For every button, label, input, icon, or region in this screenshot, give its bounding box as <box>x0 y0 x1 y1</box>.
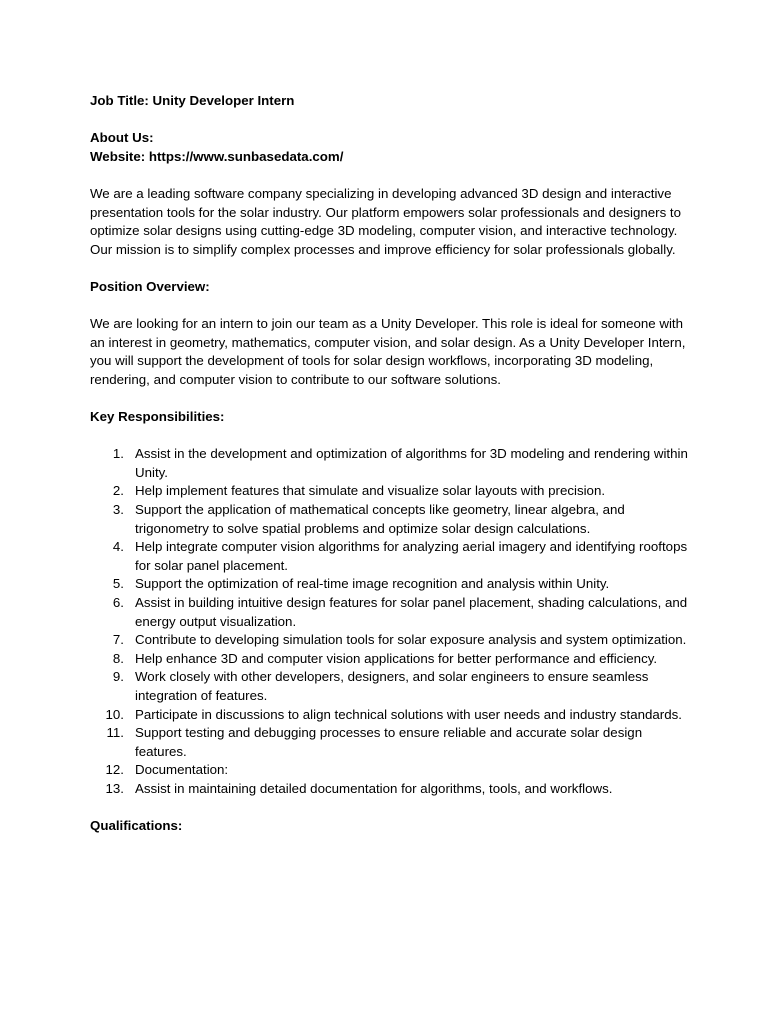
spacer <box>90 297 690 316</box>
list-item-text: Support testing and debugging processes to ensure reliable and accurate solar design features. <box>135 725 643 759</box>
list-item-number: 12. <box>105 762 124 778</box>
list-item <box>90 706 690 725</box>
list-item <box>90 575 690 594</box>
list-item-text: Work closely with other developers, designers, and solar engineers to ensure seamless integration of features. <box>135 669 649 703</box>
list-item-number: 3. <box>112 502 124 518</box>
list-item-text: Help integrate computer vision algorithms for analyzing aerial imagery and identifying rooftops for solar panel placement. <box>135 539 688 573</box>
spacer <box>90 390 690 409</box>
list-item-text: Assist in maintaining detailed documentation for algorithms, tools, and workflows. <box>135 780 613 796</box>
list-item <box>90 445 690 482</box>
website-line: Website: https://www.sunbasedata.com/ <box>90 148 344 164</box>
list-item-text: Contribute to developing simulation tools for solar exposure analysis and system optimization. <box>135 632 687 648</box>
list-item-text: Support the application of mathematical concepts like geometry, linear algebra, and trigonometry to solve spatial problems and optimize solar design calculations. <box>135 502 625 536</box>
list-item-number: 7. <box>112 632 124 648</box>
list-item <box>90 594 690 631</box>
qualifications-heading: Qualifications: <box>90 818 183 834</box>
about-heading: About Us: <box>90 130 154 146</box>
spacer <box>90 799 690 818</box>
list-item-text: Support the optimization of real-time image recognition and analysis within Unity. <box>135 576 610 592</box>
list-item <box>90 501 690 538</box>
list-item-text: Assist in the development and optimization of algorithms for 3D modeling and rendering within Unity. <box>135 446 688 480</box>
list-item-text: Assist in building intuitive design features for solar panel placement, shading calculations, and energy output visualization. <box>135 595 688 629</box>
about-paragraph: We are a leading software company specializing in developing advanced 3D design and interactive presentation tools for the solar industry. Our platform empowers solar professionals and designers to optimize solar designs using cutting-edge 3D modeling, computer vision, and interactive technology. Our mission is to simplify complex processes and improve efficiency for solar professionals globally. <box>90 185 682 257</box>
list-item-text: Participate in discussions to align technical solutions with user needs and industry standards. <box>135 706 682 722</box>
list-item <box>90 482 690 501</box>
list-item <box>90 761 690 780</box>
spacer <box>90 111 690 130</box>
spacer <box>90 427 690 446</box>
list-item <box>90 631 690 650</box>
list-item <box>90 650 690 669</box>
overview-paragraph: We are looking for an intern to join our team as a Unity Developer. This role is ideal for someone with an interest in geometry, mathematics, computer vision, and solar design. As a Unity Developer Intern, you will support the development of tools for solar design workflows, incorporating 3D modeling, rendering, and computer vision to contribute to our software solutions. <box>90 316 686 387</box>
list-item-number: 4. <box>112 539 124 555</box>
list-item <box>90 780 690 799</box>
spacer <box>90 166 690 185</box>
list-item-number: 6. <box>112 595 124 611</box>
list-item-text: Help implement features that simulate and visualize solar layouts with precision. <box>135 483 606 499</box>
spacer <box>90 259 690 278</box>
list-item <box>90 668 690 705</box>
list-item-text: Documentation: <box>135 762 229 778</box>
list-item-number: 1. <box>112 446 124 462</box>
overview-heading: Position Overview: <box>90 278 210 294</box>
list-item-number: 5. <box>112 576 124 592</box>
responsibilities-list <box>90 445 690 798</box>
list-item-number: 13. <box>105 780 124 796</box>
responsibilities-heading: Key Responsibilities: <box>90 409 225 425</box>
job-title: Job Title: Unity Developer Intern <box>90 93 295 108</box>
list-item-number: 9. <box>112 669 124 685</box>
list-item <box>90 538 690 575</box>
list-item-number: 8. <box>112 650 124 666</box>
list-item-number: 2. <box>112 483 124 499</box>
list-item-number: 10. <box>105 706 124 722</box>
document-page <box>90 92 690 836</box>
list-item-number: 11. <box>106 725 124 741</box>
list-item-text: Help enhance 3D and computer vision applications for better performance and efficiency. <box>135 650 658 666</box>
list-item <box>90 724 690 761</box>
